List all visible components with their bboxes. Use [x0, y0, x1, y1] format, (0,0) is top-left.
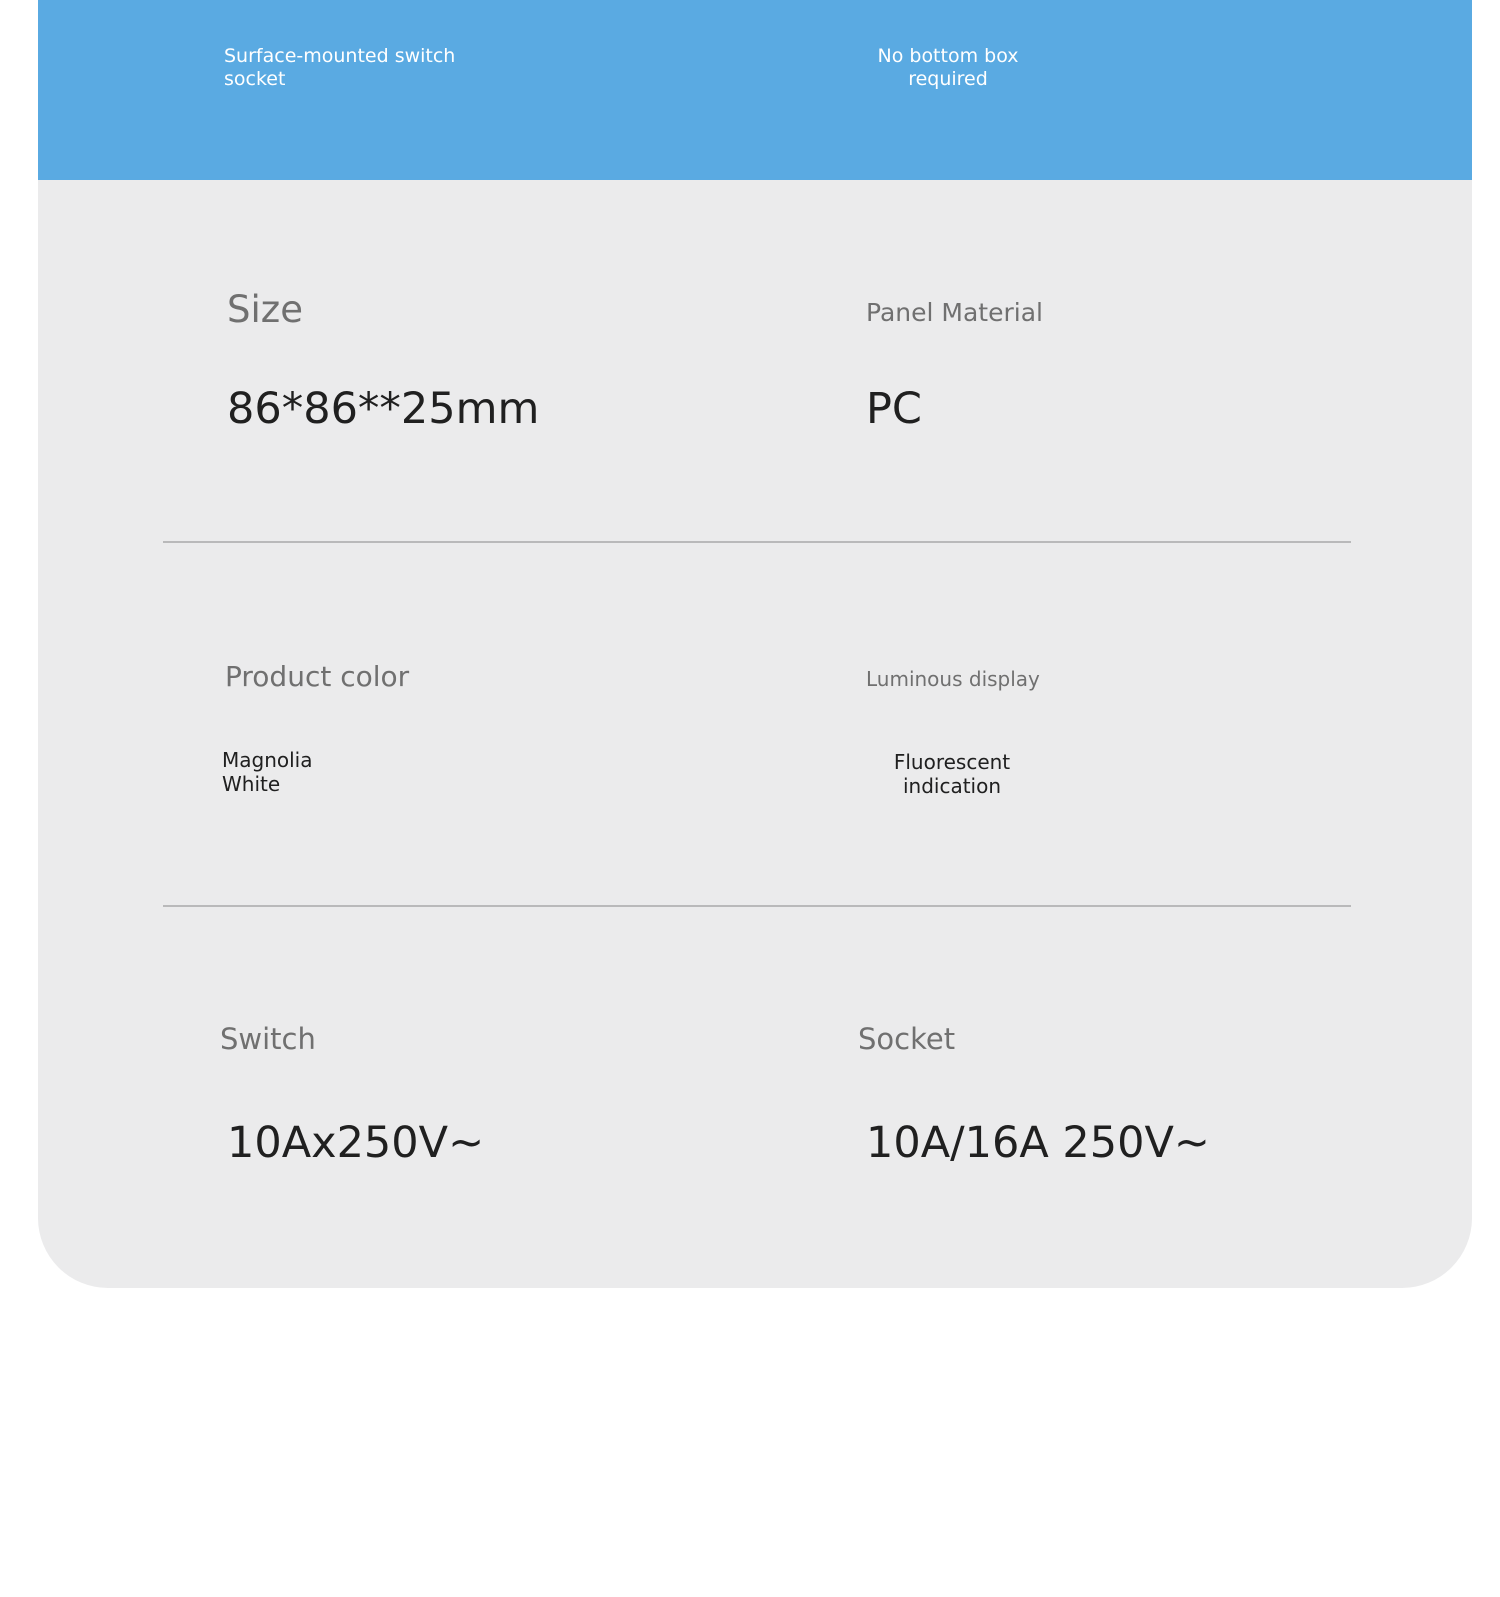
divider-2: [163, 905, 1351, 907]
luminous-display-label: Luminous display: [866, 667, 1040, 691]
luminous-display-value: Fluorescent indication: [893, 750, 1011, 798]
divider-1: [163, 541, 1351, 543]
product-color-label: Product color: [225, 660, 410, 693]
socket-label: Socket: [858, 1022, 956, 1056]
switch-label: Switch: [220, 1022, 316, 1056]
size-label: Size: [227, 288, 303, 331]
product-color-value: Magnolia White: [222, 748, 313, 796]
panel-material-value: PC: [866, 384, 922, 434]
switch-value: 10Ax250V~: [227, 1118, 485, 1168]
header-banner: [38, 0, 1472, 180]
banner-left-text: Surface-mounted switch socket: [224, 45, 456, 90]
socket-value: 10A/16A 250V~: [866, 1118, 1210, 1168]
banner-right-text: No bottom box required: [877, 45, 1019, 90]
panel-material-label: Panel Material: [866, 298, 1043, 327]
spec-card: [38, 0, 1472, 1288]
size-value: 86*86**25mm: [227, 384, 540, 434]
